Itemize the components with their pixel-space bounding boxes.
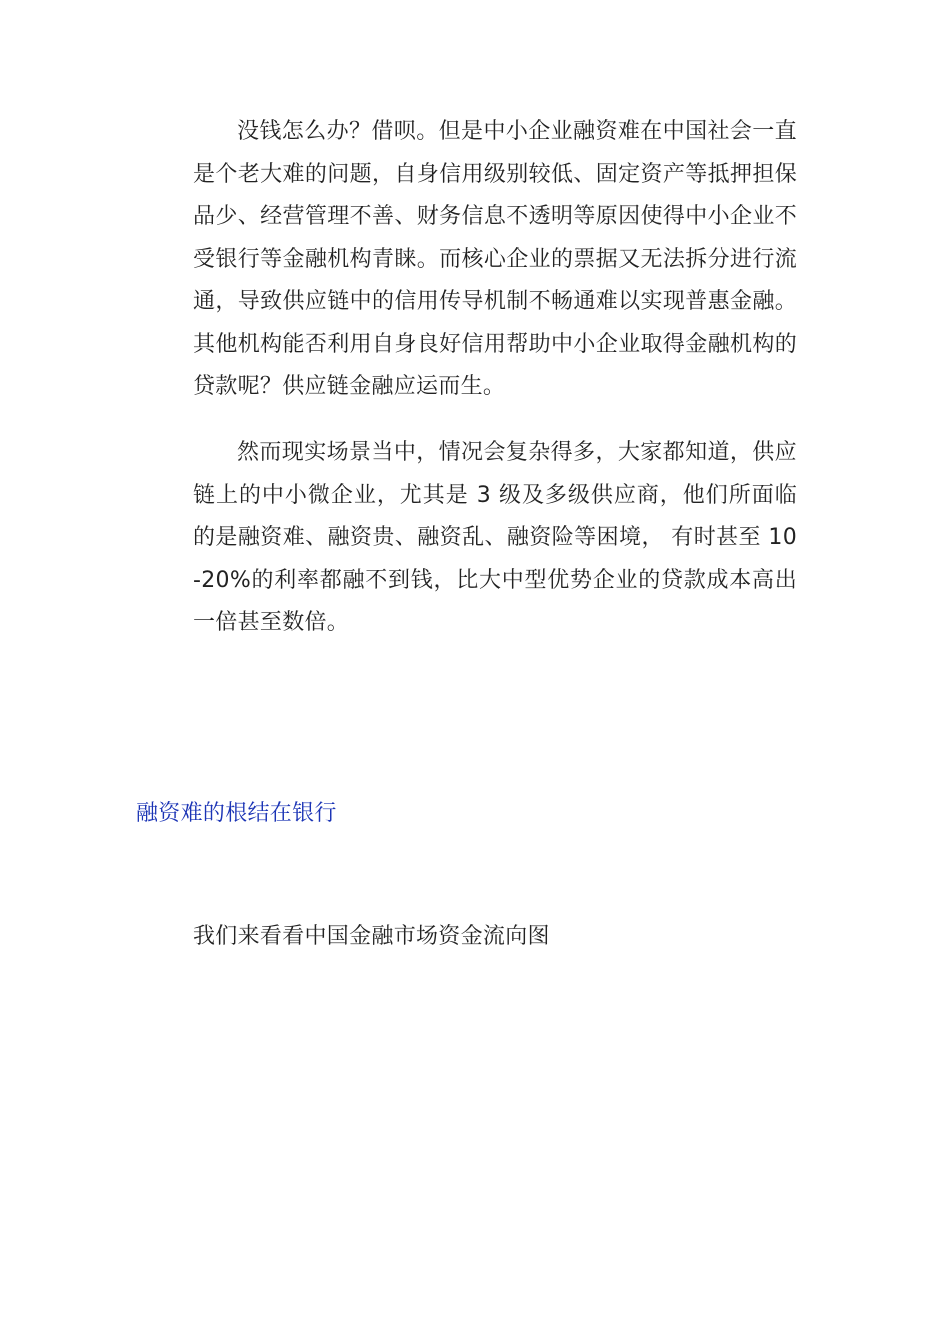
body-paragraph-reality-scenario: 然而现实场景当中，情况会复杂得多，大家都知道，供应链上的中小微企业，尤其是 3 级及多级供应商，他们所面临的是融资难、融资贵、融资乱、融资险等困境， 有时甚至 10-20%的利率都融不到钱，比大中型优势企业的贷款成本高出一倍甚至数倍。: [193, 440, 797, 635]
intro-line: 我们来看看中国金融市场资金流向图: [193, 924, 550, 949]
section-heading: 融资难的根结在银行: [136, 801, 337, 826]
body-paragraph-financing-problem: 没钱怎么办？借呗。但是中小企业融资难在中国社会一直是个老大难的问题，自身信用级别较低、固定资产等抵押担保品少、经营管理不善、财务信息不透明等原因使得中小企业不受银行等金融机构青睐。而核心企业的票据又无法拆分进行流通，导致供应链中的信用传导机制不畅通难以实现普惠金融。其他机构能否利用自身良好信用帮助中小企业取得金融机构的贷款呢？供应链金融应运而生。: [193, 119, 797, 399]
